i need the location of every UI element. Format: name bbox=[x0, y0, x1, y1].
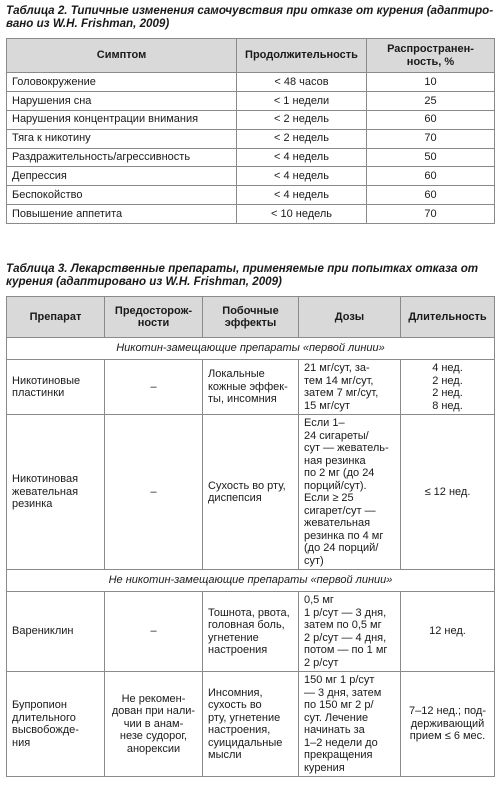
section-label: Не никотин-замещающие препараты «первой линии» bbox=[7, 570, 495, 592]
table-row bbox=[7, 592, 495, 672]
symptoms-table bbox=[6, 38, 495, 224]
doses-cell: 150 мг 1 р/сут — 3 дня, затем по 150 мг 2 р/ сут. Лечение начинать за 1–2 недели до прекращения курения bbox=[299, 672, 401, 777]
table-row bbox=[7, 360, 495, 415]
duration-cell: < 48 часов bbox=[237, 73, 367, 92]
precautions-cell: – bbox=[105, 360, 203, 415]
column-header-side-effects: Побочные эффекты bbox=[203, 297, 299, 338]
prevalence-cell: 25 bbox=[367, 91, 495, 110]
symptom-cell: Тяга к никотину bbox=[7, 129, 237, 148]
doses-cell: 21 мг/сут, за- тем 14 мг/сут, затем 7 мг/сут, 15 мг/сут bbox=[299, 360, 401, 415]
duration-cell: < 2 недель bbox=[237, 129, 367, 148]
table3-caption: Таблица 3. Лекарственные препараты, применяемые при попытках отказа от курения (адаптировано из W.H. Frishman, 2009) bbox=[6, 262, 479, 288]
drug-cell: Никотиновая жевательная резинка bbox=[7, 415, 105, 570]
symptom-cell: Раздражительность/агрессивность bbox=[7, 148, 237, 167]
symptom-cell: Беспокойство bbox=[7, 186, 237, 205]
prevalence-cell: 10 bbox=[367, 73, 495, 92]
duration-cell: < 1 недели bbox=[237, 91, 367, 110]
table-row bbox=[7, 205, 495, 224]
table-row bbox=[7, 415, 495, 570]
table-row bbox=[7, 91, 495, 110]
drugs-table bbox=[6, 296, 495, 777]
prevalence-cell: 70 bbox=[367, 129, 495, 148]
duration-cell: ≤ 12 нед. bbox=[401, 415, 495, 570]
table2-caption: Таблица 2. Типичные изменения самочувствия при отказе от курения (адаптиро- вано из W.H. Frishman, 2009) bbox=[6, 4, 494, 30]
prevalence-cell: 50 bbox=[367, 148, 495, 167]
table-row bbox=[7, 148, 495, 167]
table-row bbox=[7, 73, 495, 92]
duration-cell: < 4 недель bbox=[237, 148, 367, 167]
table-row bbox=[7, 110, 495, 129]
duration-cell: 4 нед. 2 нед. 2 нед. 8 нед. bbox=[401, 360, 495, 415]
precautions-cell: – bbox=[105, 415, 203, 570]
drug-cell: Варениклин bbox=[7, 592, 105, 672]
doses-cell: 0,5 мг 1 р/сут — 3 дня, затем по 0,5 мг 2 р/сут — 4 дня, потом — по 1 мг 2 р/сут bbox=[299, 592, 401, 672]
symptom-cell: Нарушения концентрации внимания bbox=[7, 110, 237, 129]
table-row bbox=[7, 129, 495, 148]
duration-cell: 7–12 нед.; под- держивающий прием ≤ 6 мес. bbox=[401, 672, 495, 777]
precautions-cell: – bbox=[105, 592, 203, 672]
duration-cell: < 4 недель bbox=[237, 167, 367, 186]
section-row bbox=[7, 338, 495, 360]
duration-cell: < 10 недель bbox=[237, 205, 367, 224]
duration-cell: 12 нед. bbox=[401, 592, 495, 672]
section-row bbox=[7, 570, 495, 592]
duration-cell: < 4 недель bbox=[237, 186, 367, 205]
side-effects-cell: Инсомния, сухость во рту, угнетение настроения, суицидальные мысли bbox=[203, 672, 299, 777]
table-header-row bbox=[7, 39, 495, 73]
table-row bbox=[7, 186, 495, 205]
duration-cell: < 2 недель bbox=[237, 110, 367, 129]
table-row bbox=[7, 167, 495, 186]
table-header-row bbox=[7, 297, 495, 338]
column-header-prevalence: Распространен- ность, % bbox=[367, 39, 495, 73]
prevalence-cell: 60 bbox=[367, 186, 495, 205]
column-header-drug: Препарат bbox=[7, 297, 105, 338]
table-row bbox=[7, 672, 495, 777]
symptom-cell: Головокружение bbox=[7, 73, 237, 92]
column-header-doses: Дозы bbox=[299, 297, 401, 338]
column-header-symptom: Симптом bbox=[7, 39, 237, 73]
doses-cell: Если 1– 24 сигареты/ сут — жеватель- ная резинка по 2 мг (до 24 порций/сут). Если ≥ 25 сигарет/сут — жевательная резинка по 4 мг (до 24 порций/ сут) bbox=[299, 415, 401, 570]
column-header-duration: Длительность bbox=[401, 297, 495, 338]
symptom-cell: Повышение аппетита bbox=[7, 205, 237, 224]
column-header-duration: Продолжительность bbox=[237, 39, 367, 73]
drug-cell: Никотиновые пластинки bbox=[7, 360, 105, 415]
column-header-precautions: Предосторож- ности bbox=[105, 297, 203, 338]
prevalence-cell: 60 bbox=[367, 110, 495, 129]
section-label: Никотин-замещающие препараты «первой линии» bbox=[7, 338, 495, 360]
drug-cell: Бупропион длительного высвобожде- ния bbox=[7, 672, 105, 777]
prevalence-cell: 70 bbox=[367, 205, 495, 224]
side-effects-cell: Сухость во рту, диспепсия bbox=[203, 415, 299, 570]
precautions-cell: Не рекомен- дован при нали- чии в анам- незе судорог, анорексии bbox=[105, 672, 203, 777]
side-effects-cell: Тошнота, рвота, головная боль, угнетение настроения bbox=[203, 592, 299, 672]
symptom-cell: Депрессия bbox=[7, 167, 237, 186]
symptom-cell: Нарушения сна bbox=[7, 91, 237, 110]
prevalence-cell: 60 bbox=[367, 167, 495, 186]
side-effects-cell: Локальные кожные эффек- ты, инсомния bbox=[203, 360, 299, 415]
